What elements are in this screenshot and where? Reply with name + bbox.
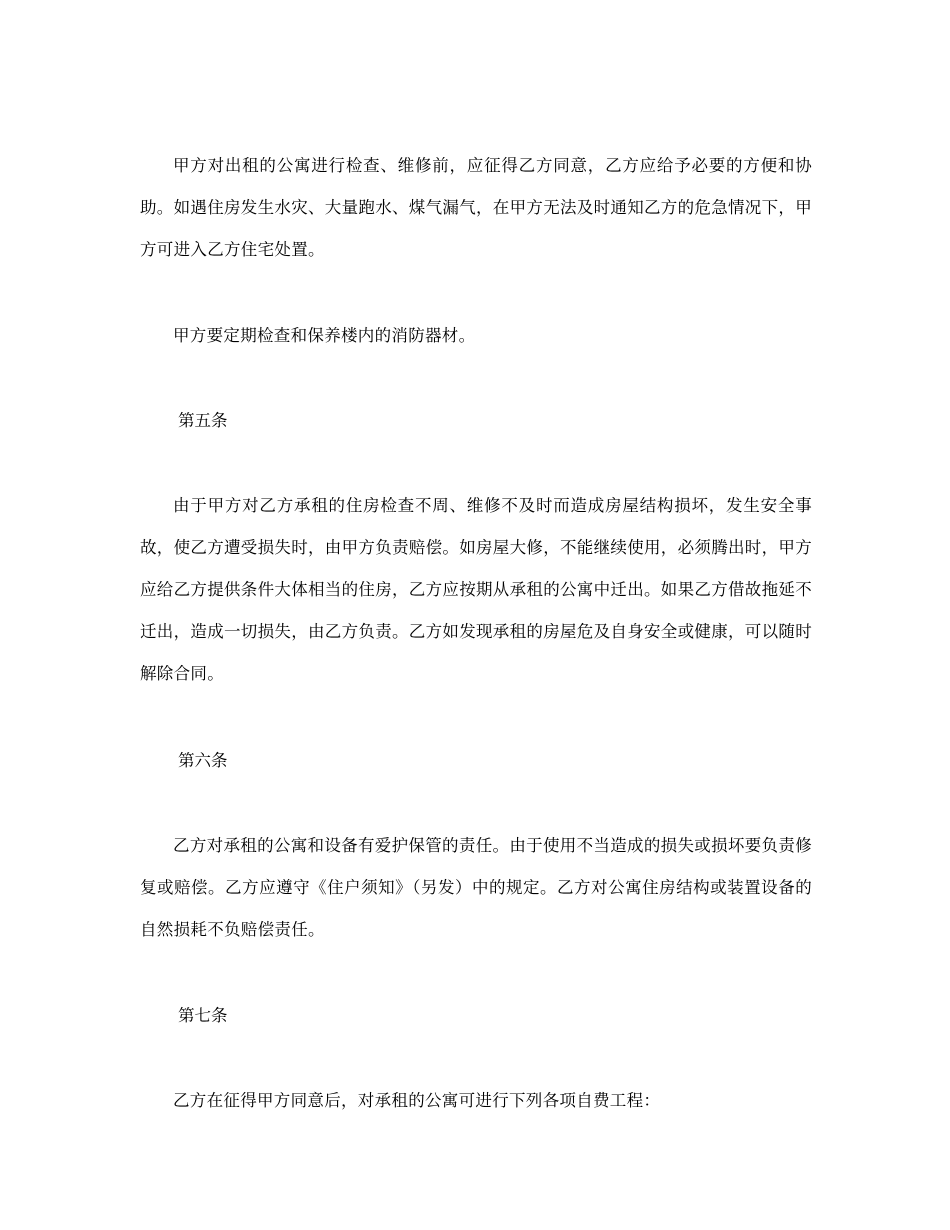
article-seven-heading: 第七条 <box>178 1006 228 1025</box>
paragraph-fire-equipment: 甲方要定期检查和保养楼内的消防器材。 <box>173 326 476 345</box>
paragraph-inspection-repair: 甲方对出租的公寓进行检查、维修前，应征得乙方同意，乙方应给予必要的方便和协助。如遇住房发生水灾、大量跑水、煤气漏气，在甲方无法及时通知乙方的危急情况下，甲方可进入乙方住宅处置。 <box>140 156 812 259</box>
paragraph-article-six: 乙方对承租的公寓和设备有爱护保管的责任。由于使用不当造成的损失或损坏要负责修复或赔偿。乙方应遵守《住户须知》（另发）中的规定。乙方对公寓住房结构或装置设备的自然损耗不负赔偿责任。 <box>140 836 812 939</box>
article-six-heading: 第六条 <box>178 751 228 770</box>
paragraph-article-five: 由于甲方对乙方承租的住房检查不周、维修不及时而造成房屋结构损坏，发生安全事故，使乙方遭受损失时，由甲方负责赔偿。如房屋大修，不能继续使用，必须腾出时，甲方应给乙方提供条件大体相当的住房，乙方应按期从承租的公寓中迁出。如果乙方借故拖延不迁出，造成一切损失，由乙方负责。乙方如发现承租的房屋危及自身安全或健康，可以随时解除合同。 <box>140 496 812 683</box>
paragraph-article-seven: 乙方在征得甲方同意后，对承租的公寓可进行下列各项自费工程： <box>173 1091 661 1110</box>
article-five-heading: 第五条 <box>178 411 228 430</box>
